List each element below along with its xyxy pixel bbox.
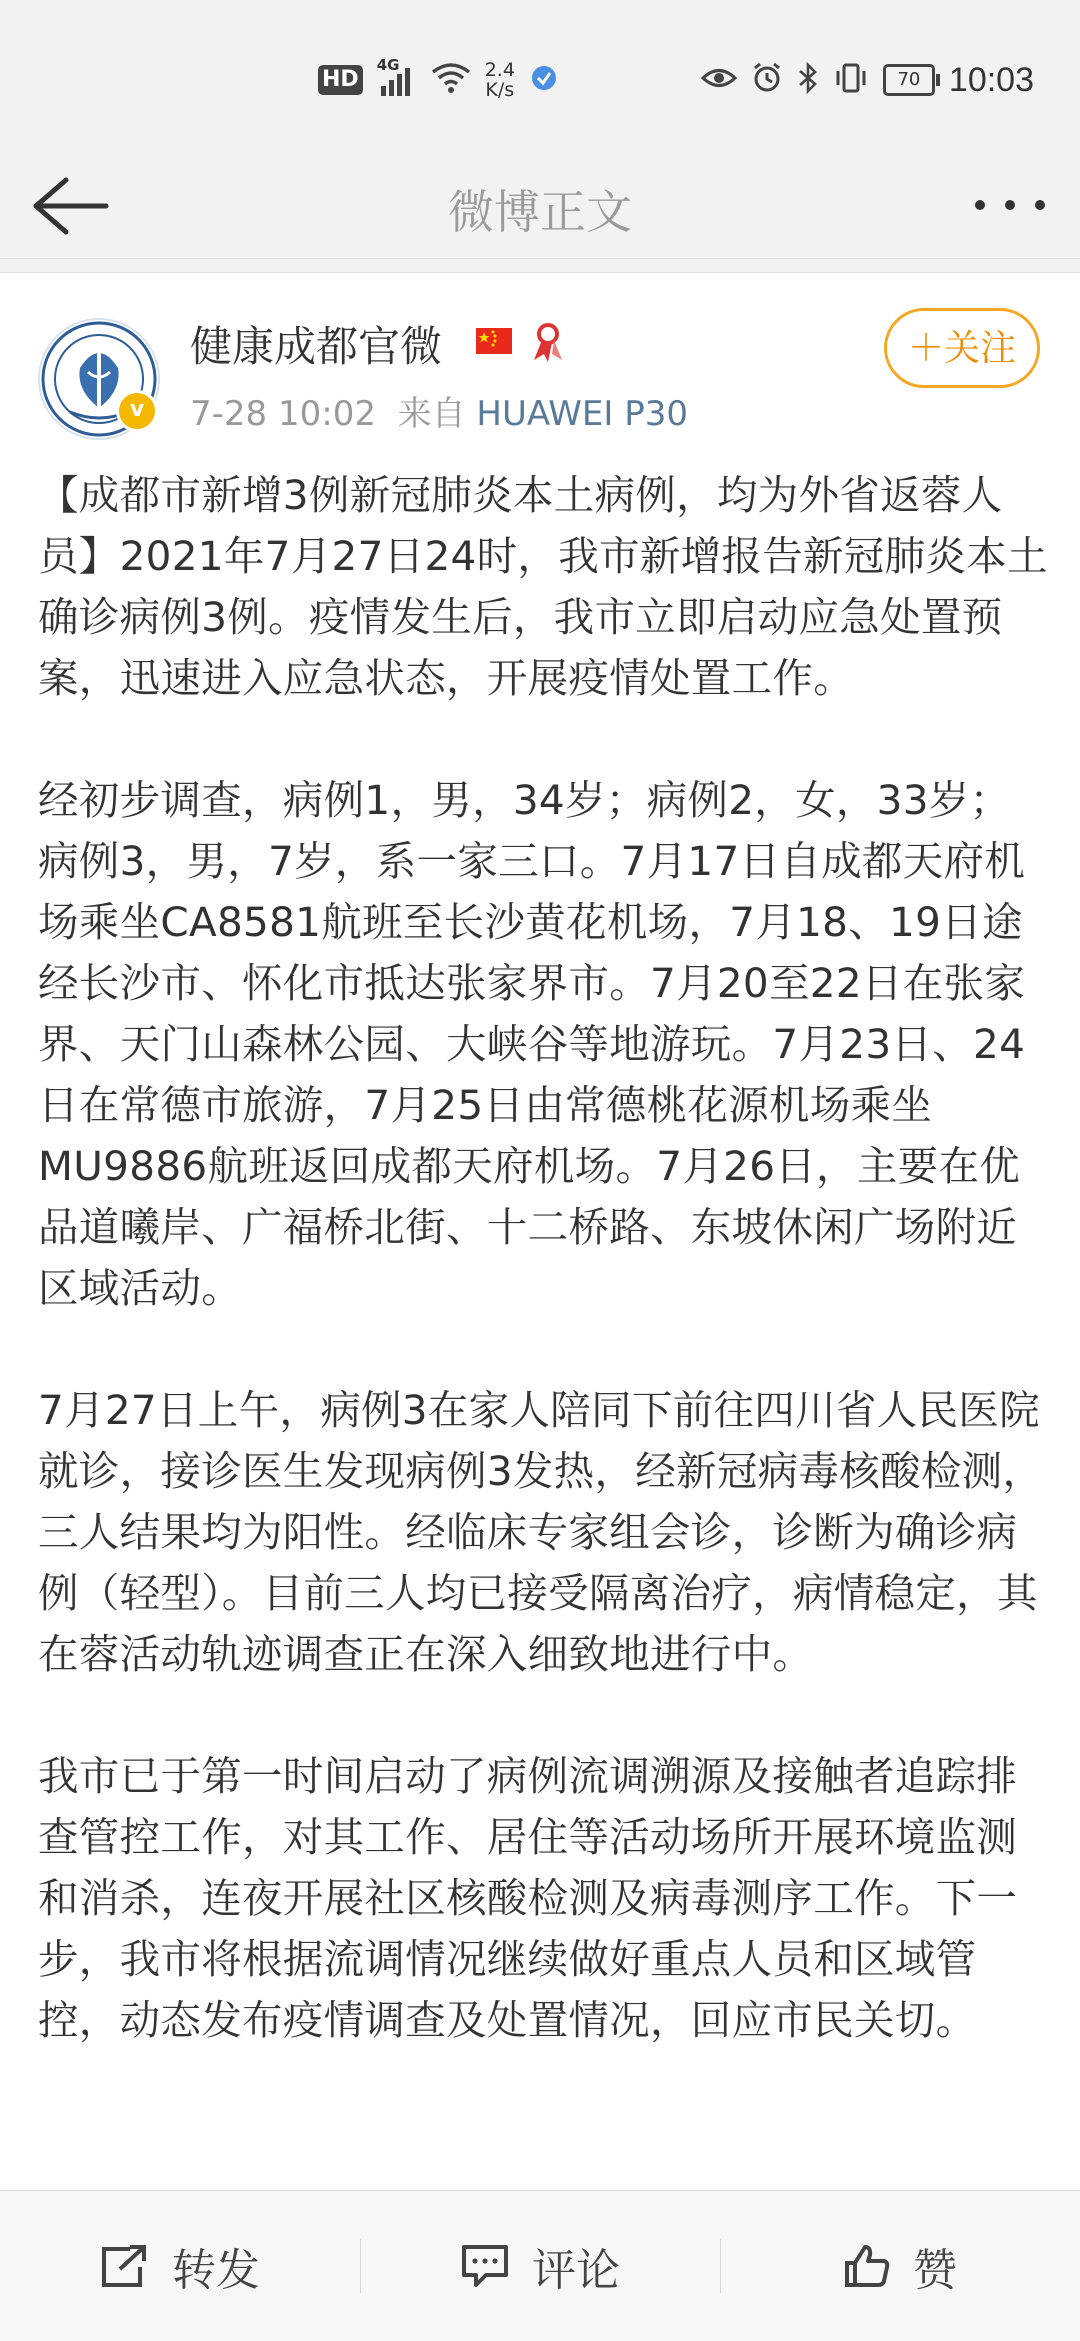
- status-left: [318, 52, 559, 108]
- thumbs-up-icon: [843, 2243, 891, 2289]
- bluetooth-icon: [797, 62, 819, 98]
- network-type-label: 4G: [376, 56, 400, 74]
- like-label: 赞: [913, 2245, 957, 2296]
- bottom-action-bar: [0, 2190, 1080, 2341]
- repost-button[interactable]: [0, 2191, 360, 2341]
- ribbon-badge-icon: [524, 318, 572, 366]
- repost-icon: [100, 2243, 150, 2289]
- follow-button[interactable]: [884, 308, 1040, 388]
- post-paragraph-4: 我市已于第一时间启动了病例流调溯源及接触者追踪排查管控工作，对其工作、居住等活动场所开展环境监测和消杀，连夜开展社区核酸检测及病毒测序工作。下一步，我市将根据流调情况继续做好重点人员和区域管控，动态发布疫情调查及处置情况，回应市民关切。: [38, 1752, 1018, 2044]
- section-divider: [0, 259, 1080, 273]
- alarm-icon: [751, 62, 783, 98]
- repost-label: 转发: [172, 2245, 260, 2296]
- comment-icon: [460, 2243, 510, 2289]
- app-notify-icon: [529, 63, 559, 97]
- china-flag-icon: [474, 322, 516, 362]
- author-name[interactable]: 健康成都官微: [190, 322, 443, 371]
- status-right: [701, 52, 1034, 108]
- post-paragraph-1: 【成都市新增3例新冠肺炎本土病例，均为外省返蓉人员】2021年7月27日24时，我市新增报告新冠肺炎本土确诊病例3例。疫情发生后，我市立即启动应急处置预案，迅速进入应急状态，开展疫情处置工作。: [38, 471, 1048, 702]
- speed-unit: K/s: [485, 79, 515, 101]
- like-button[interactable]: [720, 2191, 1080, 2341]
- hd-icon: HD: [318, 65, 363, 95]
- eye-icon: [701, 65, 737, 95]
- page-title: 微博正文: [448, 185, 632, 239]
- signal-icon: [376, 56, 417, 98]
- comment-button[interactable]: [360, 2191, 720, 2341]
- speed-value: 2.4: [484, 59, 515, 81]
- comment-label: 评论: [532, 2245, 620, 2296]
- post-paragraph-2: 经初步调查，病例1，男，34岁；病例2，女，33岁；病例3，男，7岁，系一家三口。7月17日自成都天府机场乘坐CA8581航班至长沙黄花机场，7月18、19日途经长沙市、怀化市抵达张家界市。7月20至22日在张家界、天门山森林公园、大峡谷等地游玩。7月23日、24日在常德市旅游，7月25日由常德桃花源机场乘坐MU9886航班返回成都天府机场。7月26日，主要在优品道曦岸、广福桥北街、十二桥路、东坡休闲广场附近区域活动。: [38, 776, 1026, 1312]
- status-bar: [0, 0, 1080, 150]
- network-speed: [485, 60, 515, 100]
- plus-icon: ＋: [907, 328, 944, 369]
- battery-icon: 70: [883, 64, 935, 96]
- follow-label: 关注: [944, 328, 1017, 369]
- post-paragraph-3: 7月27日上午，病例3在家人陪同下前往四川省人民医院就诊，接诊医生发现病例3发热，经新冠病毒核酸检测，三人结果均为阳性。经临床专家组会诊，诊断为确诊病例（轻型）。目前三人均已接受隔离治疗，病情稳定，其在蓉活动轨迹调查正在深入细致地进行中。: [38, 1386, 1044, 1678]
- wifi-icon: [431, 62, 471, 98]
- post-source[interactable]: HUAWEI P30: [476, 394, 688, 434]
- post-content: [38, 465, 1048, 2112]
- nav-bar: [0, 150, 1080, 259]
- more-dots-icon[interactable]: [970, 190, 1050, 220]
- post-timestamp: 7-28 10:02: [190, 394, 376, 434]
- source-prefix: 来自: [397, 394, 466, 434]
- vibrate-icon: [833, 62, 869, 98]
- post-meta: [190, 386, 688, 435]
- verified-badge-icon: v: [116, 390, 158, 432]
- status-time: 10:03: [948, 60, 1034, 99]
